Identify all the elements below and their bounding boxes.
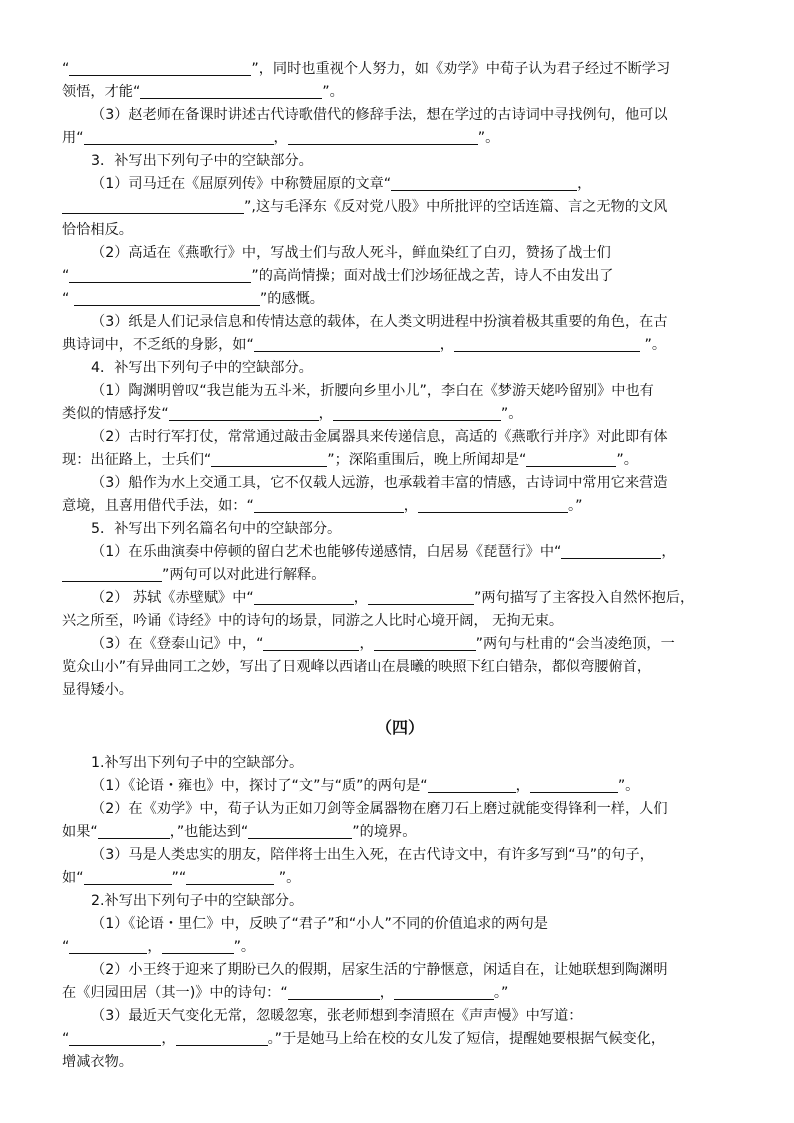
section-heading (62, 716, 738, 740)
text-segment: “ (62, 291, 74, 307)
text-line (62, 242, 738, 265)
text-line (62, 821, 738, 844)
text-segment: 如果“ (62, 824, 98, 840)
answer-blank[interactable] (526, 451, 616, 467)
text-line (62, 633, 738, 656)
text-segment: ”。 (322, 84, 344, 100)
text-line (62, 587, 738, 610)
text-segment: ， (273, 130, 288, 146)
text-line (62, 936, 738, 959)
text-segment: ”。 (500, 406, 523, 422)
answer-blank[interactable] (211, 451, 327, 467)
text-line (62, 219, 738, 242)
answer-blank[interactable] (176, 1030, 268, 1046)
text-segment: ”，同时也重视个人努力，如《劝学》中荀子认为君子经过不断学习 (251, 61, 671, 77)
answer-blank[interactable] (263, 635, 359, 651)
text-segment: ”的境界。 (352, 824, 417, 840)
answer-blank[interactable] (62, 566, 162, 582)
text-segment: ”。 (233, 939, 256, 955)
text-segment: ”；深陷重围后，晚上所闻却是“ (327, 452, 527, 468)
answer-blank[interactable] (288, 984, 380, 1000)
answer-blank[interactable] (254, 589, 354, 605)
text-segment: ”两句描写了主客投入自然怀抱后， (473, 590, 695, 606)
text-segment: ”,这与毛泽东《反对党八股》中所批评的空话连篇、言之无物的文风 (244, 199, 668, 215)
text-line (62, 173, 738, 196)
text-segment: 领悟，才能“ (62, 84, 141, 100)
text-segment: “ (62, 939, 70, 955)
text-segment: 。” (568, 498, 583, 514)
text-line (62, 798, 738, 821)
text-segment: （1）《论语・里仁》中，反映了“君子”和“小人”不同的价值追求的两句是 (91, 916, 548, 932)
text-segment: ”“ (171, 870, 187, 886)
answer-blank[interactable] (62, 198, 244, 214)
text-segment: ”。 (274, 870, 301, 886)
text-segment: ， (515, 778, 530, 794)
text-segment: （3）最近天气变化无常，忽暖忽寒，张老师想到李清照在《声声慢》中写道： (91, 1008, 583, 1024)
text-line (62, 288, 738, 311)
text-line (62, 104, 738, 127)
text-line (62, 150, 738, 173)
text-segment: 2.补写出下列句子中的空缺部分。 (91, 893, 304, 909)
text-segment: （3）纸是人们记录信息和传情达意的载体，在人类文明进程中扮演着极其重要的角色，在古 (91, 314, 668, 330)
text-line (62, 982, 738, 1005)
text-line (62, 1028, 738, 1051)
text-line (62, 610, 738, 633)
answer-blank[interactable] (254, 336, 440, 352)
text-segment: （3）船作为水上交通工具，它不仅载人远游，也承载着丰富的情感，古诗词中常用它来营造 (91, 475, 668, 491)
text-line (62, 495, 738, 518)
text-line (62, 426, 738, 449)
text-segment: ，”也能达到“ (169, 824, 249, 840)
text-line (62, 867, 738, 890)
text-line (62, 656, 738, 679)
text-segment: （1）在乐曲演奏中停顿的留白艺术也能够传递感情，白居易《琵琶行》中“ (91, 544, 562, 560)
text-segment: 恰恰相反。 (62, 222, 133, 238)
text-segment: ， (577, 176, 592, 192)
text-segment: ， (318, 406, 333, 422)
text-segment: 。”于是她马上给在校的女儿发了短信，提醒她要根据气候变化， (267, 1031, 666, 1047)
answer-blank[interactable] (74, 290, 260, 306)
text-segment: 显得矮小。 (62, 682, 133, 698)
text-segment: （2）高适在《燕歌行》中，写战士们与敌人死斗，鲜血染红了白刃，赞扬了战士们 (91, 245, 611, 261)
text-line (62, 196, 738, 219)
text-line (62, 752, 738, 775)
text-line (62, 449, 738, 472)
text-line (62, 564, 738, 587)
text-line (62, 541, 738, 564)
text-segment: （3）马是人类忠实的朋友，陪伴将士出生入死，在古代诗文中，有许多写到“马”的句子， (91, 847, 654, 863)
text-segment: （2）古时行军打仗，常常通过敲击金属器具来传递信息，高适的《燕歌行并序》对此即有体 (91, 429, 668, 445)
text-segment: ， (161, 1031, 176, 1047)
text-segment: 意境，且喜用借代手法，如：“ (62, 498, 254, 514)
text-segment: （1）陶渊明曾叹“我岂能为五斗米，折腰向乡里小儿”，李白在《梦游天姥吟留别》中也有 (91, 383, 654, 399)
text-line (62, 127, 738, 150)
text-segment: 典诗词中，不乏纸的身影，如“ (62, 337, 254, 353)
text-line (62, 334, 738, 357)
answer-blank[interactable] (394, 984, 494, 1000)
answer-blank[interactable] (374, 635, 476, 651)
answer-blank[interactable] (162, 938, 234, 954)
answer-blank[interactable] (248, 823, 352, 839)
text-segment: 在《归园田居（其一)》中的诗句：“ (62, 985, 288, 1001)
text-segment: ”。 (640, 337, 667, 353)
text-line (62, 775, 738, 798)
answer-blank[interactable] (428, 777, 516, 793)
answer-blank[interactable] (391, 175, 577, 191)
text-line (62, 403, 738, 426)
text-segment: （1）司马迁在《屈原列传》中称赞屈原的文章“ (91, 176, 392, 192)
text-segment: （3）赵老师在备课时讲述古代诗歌借代的修辞手法，想在学过的古诗词中寻找例句，他可以 (91, 107, 668, 123)
text-segment: （2） 苏轼《赤壁赋》中“ (91, 590, 254, 606)
text-line (62, 472, 738, 495)
answer-blank[interactable] (254, 497, 404, 513)
answer-blank[interactable] (69, 60, 251, 76)
answer-blank[interactable] (169, 405, 319, 421)
text-segment: 用“ (62, 130, 84, 146)
answer-blank[interactable] (69, 938, 147, 954)
text-segment: “ (62, 1031, 70, 1047)
text-line (62, 679, 738, 702)
text-segment: ”的高尚情操；面对战士们沙场征战之苦，诗人不由发出了 (251, 268, 614, 284)
text-segment: ， (661, 544, 676, 560)
text-segment: （四） (375, 718, 424, 737)
answer-blank[interactable] (140, 83, 322, 99)
text-segment: “ (62, 268, 70, 284)
text-line (62, 844, 738, 867)
answer-blank[interactable] (69, 1030, 161, 1046)
text-segment: ， (353, 590, 368, 606)
text-line (62, 311, 738, 334)
text-segment: ， (147, 939, 162, 955)
text-line (62, 959, 738, 982)
text-segment: 5．补写出下列名篇名句中的空缺部分。 (91, 521, 342, 537)
text-segment: （2）在《劝学》中，荀子认为正如刀剑等金属器物在磨刀石上磨过就能变得锋利一样，人们 (91, 801, 668, 817)
text-line (62, 890, 738, 913)
answer-blank[interactable] (418, 497, 568, 513)
text-segment: 增减衣物。 (62, 1054, 133, 1070)
text-line (62, 265, 738, 288)
text-segment: “ (62, 61, 70, 77)
text-line (62, 380, 738, 403)
text-line (62, 518, 738, 541)
text-segment: ， (359, 636, 374, 652)
text-segment: ”的感慨。 (259, 291, 324, 307)
text-segment: ”两句与杜甫的“会当凌绝顶，一 (475, 636, 675, 652)
worksheet-body (62, 58, 738, 1074)
text-segment: （1）《论语・雍也》中，探讨了“文”与“质”的两句是“ (91, 778, 428, 794)
text-segment: ， (403, 498, 418, 514)
text-segment: 览众山小”有异曲同工之妙，写出了日观峰以西诸山在晨曦的映照下红白错杂，都似弯腰俯首， (62, 659, 652, 675)
answer-blank[interactable] (454, 336, 640, 352)
text-line (62, 1005, 738, 1028)
text-line (62, 58, 738, 81)
answer-blank[interactable] (186, 869, 274, 885)
answer-blank[interactable] (288, 129, 478, 145)
text-line (62, 1051, 738, 1074)
text-line (62, 81, 738, 104)
text-segment: ”两句可以对此进行解释。 (162, 567, 326, 583)
text-segment: 3．补写出下列句子中的空缺部分。 (91, 153, 313, 169)
text-segment: ， (379, 985, 394, 1001)
text-segment: 。” (493, 985, 509, 1001)
text-segment: 兴之所至，吟诵《诗经》中的诗句的场景，同游之人比时心境开阔， 无拘无束。 (62, 613, 564, 629)
text-segment: ”。 (617, 778, 640, 794)
answer-blank[interactable] (368, 589, 474, 605)
text-segment: （2）小王终于迎来了期盼已久的假期，居家生活的宁静惬意，闲适自在，让她联想到陶渊明 (91, 962, 668, 978)
text-segment: ”。 (477, 130, 500, 146)
text-line (62, 913, 738, 936)
answer-blank[interactable] (561, 543, 661, 559)
text-segment: 如“ (62, 870, 84, 886)
answer-blank[interactable] (333, 405, 501, 421)
text-segment: 类似的情感抒发“ (62, 406, 169, 422)
answer-blank[interactable] (98, 823, 170, 839)
text-segment: 4．补写出下列句子中的空缺部分。 (91, 360, 313, 376)
text-line (62, 357, 738, 380)
answer-blank[interactable] (530, 777, 618, 793)
answer-blank[interactable] (69, 267, 251, 283)
text-segment: 现：出征路上，士兵们“ (62, 452, 212, 468)
text-segment: ， (439, 337, 454, 353)
text-segment: 1.补写出下列句子中的空缺部分。 (91, 755, 304, 771)
answer-blank[interactable] (84, 869, 172, 885)
answer-blank[interactable] (84, 129, 274, 145)
text-segment: （3）在《登泰山记》中，“ (91, 636, 264, 652)
text-segment: ”。 (616, 452, 638, 468)
